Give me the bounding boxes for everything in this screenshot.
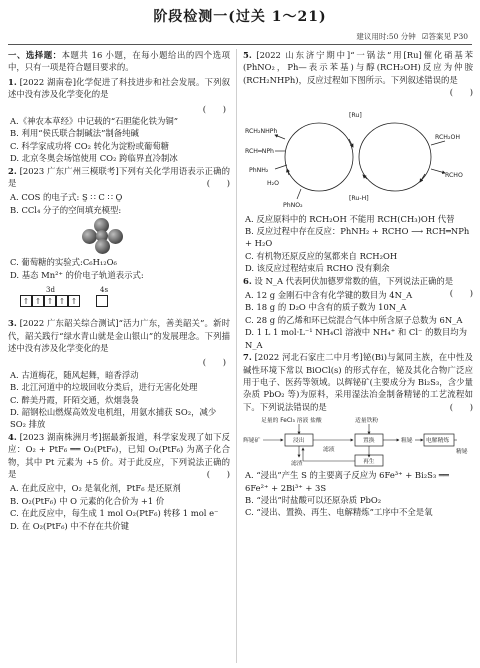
question-5-answer-bracket: ( ) [449, 87, 473, 98]
section-lead: 一、选择题： [8, 50, 62, 60]
question-3-option-b: B. 北江河道中的垃圾回收分类后，进行无害化处理 [10, 382, 198, 393]
section-text: 本题共 16 小题，在每小题给出的四个选项中，只有一项是符合题目要求的。 [8, 50, 231, 73]
rch2nhph-label: RCH₂NHPh [245, 127, 278, 135]
question-3-answer-bracket: ( ) [202, 357, 226, 368]
question-2-option-b: B. CCl₄ 分子的空间填充模型: [10, 204, 122, 215]
question-1-text: 化学促进了科技进步和社会发展。下列叙述中没有涉及化学变化的是 [8, 76, 231, 100]
ru-catalyst-label: [Ru] [349, 111, 362, 119]
orbital-box-4s [96, 295, 108, 307]
question-1-answer-bracket: ( ) [202, 103, 226, 114]
question-1-option-c: C. 科学家成功将 CO₂ 转化为淀粉或葡萄糖 [10, 140, 170, 151]
question-1-option-d: D. 北京冬奥会场馆使用 CO₂ 跨临界直冷制冰 [10, 153, 178, 164]
question-3-option-a: A. 古道梅花，随风起舞，暗香浮动 [10, 369, 139, 380]
question-4-option-c: C. 在此反应中，每生成 1 mol O₂(PtF₆) 转移 1 mol e⁻ [10, 508, 219, 519]
question-5-source: [2022 山东济宁期中] [256, 50, 351, 60]
left-cycle-ring [285, 123, 353, 191]
orbital-box-3d-1: ↑ [20, 295, 32, 307]
suggested-time: 建议用时:50 分钟 [356, 32, 416, 41]
question-7-option-b: B. “浸出”时盐酸可以还原杂质 PbO₂ [245, 494, 382, 505]
question-5-option-b: B. 反应过程中存在反应：PhNH₂ + RCHO ⟶ RCH═NPh + H₂O [245, 226, 470, 249]
question-7-number: 7. [243, 352, 252, 363]
question-6-option-b: B. 18 g 的 D₂O 中含有的质子数为 10N_A [245, 302, 407, 313]
rch-nph-label: RCH═NPh [245, 147, 274, 155]
left-column [8, 49, 230, 532]
question-1-stem [8, 76, 230, 101]
branch-line [431, 169, 445, 173]
question-2-stem [8, 165, 230, 190]
question-5-option-a: A. 反应原料中的 RCH₂OH 不能用 RCH(CH₃)OH 代替 [245, 213, 455, 224]
question-4-option-a: A. 在此反应中，O₂ 是氧化剂，PtF₆ 是还原剂 [10, 483, 181, 494]
question-5-number: 5. [243, 50, 252, 60]
question-4-source: [2023 湖南株洲月考] [19, 431, 102, 442]
question-2-source: [2023 广东广州三模联考] [19, 165, 119, 176]
flow-regen-label: 再生 [363, 459, 375, 466]
question-1-source: [2022 湖南卷] [19, 76, 76, 87]
branch-line [431, 141, 445, 145]
branch-line [275, 165, 287, 169]
question-2-number: 2. [8, 165, 17, 176]
question-1-option-a: A.《神农本草经》中记载的“石胆能化铁为铜” [10, 116, 179, 127]
question-2-option-d: D. 基态 Mn²⁺ 的价电子轨道表示式: [10, 269, 144, 280]
column-divider [236, 49, 237, 663]
page-title: 阶段检测一(过关 1～21) [153, 9, 327, 25]
question-7-stem [243, 351, 473, 413]
question-5-option-c: C. 有机物还原反应的氢都来自 RCH₂OH [245, 250, 398, 261]
chlorine-atom-ball [82, 229, 97, 244]
orbital-4s-label: 4s [100, 286, 109, 295]
flow-crude-bi-label: 粗铋 [401, 438, 413, 445]
flow-replace-label: 置换 [363, 438, 375, 445]
rcho-label: RCHO [445, 171, 463, 179]
question-7-source: [2022 河北石家庄二中月考] [254, 352, 363, 363]
orbital-3d-label: 3d [46, 286, 55, 295]
question-7-answer-bracket: ( ) [449, 401, 473, 412]
question-6-option-a: A. 12 g 金刚石中含有化学键的数目为 4N_A [245, 290, 413, 301]
branch-line [275, 135, 285, 139]
page-meta [356, 31, 468, 42]
question-2-answer-bracket: ( ) [206, 178, 230, 189]
orbital-box-3d-5: ↑ [68, 295, 80, 307]
flow-refine-label: 电解精炼 [426, 438, 450, 445]
question-4-text: 据最新报道，科学家发现了如下反应：O₂ + PtF₆ ══ O₂(PtF₆)，已知 O₂(PtF₆) 为离子化合物，其中 Pt 元素为 +5 价。对于此反应，下列说法正确的是 [8, 431, 231, 479]
chlorine-atom-ball [95, 239, 110, 254]
flow-fine-bi-label: 精铋 [456, 449, 468, 456]
question-5-stem [243, 49, 474, 98]
right-column [243, 49, 473, 519]
flow-leach-label: 浸出 [293, 438, 305, 445]
question-4-stem [8, 431, 230, 481]
header-rule [8, 44, 472, 45]
chlorine-atom-ball [108, 229, 123, 244]
mn-orbital-diagram [20, 284, 230, 314]
question-7-option-a: A. “浸出”产生 S 的主要离子反应为 6Fe³⁺ + Bi₂S₃ ══ 6Fe²⁺ + 2Bi³⁺ + 3S [245, 470, 449, 493]
flow-residue-label: 滤渣 [291, 461, 303, 468]
ru-h-label: [Ru-H] [349, 194, 369, 202]
question-7-text: 铋(Bi)与氮同主族，在中性及碱性环境下常以 BiOCl(s) 的形式存在，铋及其化合物广泛应用于电子、医药等领域。以辉铋矿(主要成分为 Bi₂S₃，含少量杂质 PbO₂ 等)为原料，采用湿法冶金制备精铋的工艺流程如下。下列说法错误的是 [243, 352, 473, 412]
flow-feed-label: 足量的 FeCl₃ 溶液 盐酸 [261, 418, 322, 425]
question-6-option-c: C. 28 g 的乙烯和环已烷混合气体中所含原子总数为 6N_A [245, 314, 463, 325]
orbital-box-3d-3: ↑ [44, 295, 56, 307]
question-3-option-c: C. 醉美丹霞，阡陌交通，炊烟袅袅 [10, 394, 139, 405]
question-3-number: 3. [8, 318, 17, 329]
orbital-box-3d-2: ↑ [32, 295, 44, 307]
question-6-answer-bracket: ( ) [449, 288, 473, 299]
answer-reference: ☑答案见 P30 [421, 32, 468, 41]
phno2-label: PhNO₂ [283, 201, 303, 209]
question-1-option-b: B. 利用“侯氏联合制碱法”制备纯碱 [10, 128, 139, 139]
rch2oh-label: RCH₂OH [435, 133, 460, 141]
question-4-option-d: D. 在 O₂(PtF₆) 中不存在共价键 [10, 520, 129, 531]
question-3-option-d: D. 韶钢松山燃煤高效发电机组，用氨水捕获 SO₂，减少 SO₂ 排放 [10, 406, 217, 430]
flow-iron-label: 适量铁粉 [355, 418, 379, 425]
question-1-number: 1. [8, 76, 17, 87]
section-intro [8, 49, 230, 74]
question-3-source: [2022 广东韶关综合测试] [19, 318, 119, 329]
orbital-box-3d-4: ↑ [56, 295, 68, 307]
question-7-option-c: C. “浸出、置换、再生、电解精炼”工序中不全是氧 [245, 507, 433, 518]
question-2-text: 下列有关化学用语表示正确的是 [8, 165, 231, 189]
flow-filtrate-label: 滤液 [323, 447, 335, 454]
catalytic-cycle-diagram [245, 99, 471, 211]
branch-line [297, 189, 301, 199]
question-2-option-a: A. COS 的电子式: S̤ ∷ C ∷ O̤ [10, 192, 123, 203]
ccl4-space-filling-model [8, 218, 230, 254]
question-3-stem [8, 317, 230, 354]
question-2-option-c: C. 葡萄糖的实验式:C₆H₁₂O₆ [10, 257, 117, 268]
question-3-text: “活力广东，善美韶关”。新时代，韶关践行“绿水青山就是金山银山”的发展理念。下列描述中没有涉及化学变化的是 [8, 318, 230, 353]
question-4-number: 4. [8, 431, 17, 442]
phnh2-label: PhNH₂ [249, 166, 269, 174]
right-cycle-ring [359, 123, 431, 191]
question-6-option-d: D. 1 L 1 mol·L⁻¹ NH₄Cl 溶液中 NH₄⁺ 和 Cl⁻ 的数目均为 N_A [245, 327, 467, 350]
question-4-answer-bracket: ( ) [206, 468, 230, 479]
cycle-arrow [420, 174, 425, 182]
flow-ore-label: 辉铋矿 [243, 438, 261, 445]
h2o-label: H₂O [267, 179, 280, 187]
question-6-number: 6. [243, 275, 252, 286]
process-flow-diagram [243, 415, 471, 467]
question-6-text: 设 N_A 代表阿伏加德罗常数的值，下列说法正确的是 [254, 275, 454, 286]
question-5-text: “一锅法”用[Ru]催化硝基苯(PhNO₂，Ph—表示苯基)与醇(RCH₂OH)反应为仲胺(RCH₂NHPh)，反应过程如下图所示。下列叙述错误的是 [243, 50, 474, 85]
question-5-option-d: D. 该反应过程结束后 RCHO 没有剩余 [245, 263, 390, 274]
question-4-option-b: B. O₂(PtF₆) 中 O 元素的化合价为 +1 价 [10, 495, 165, 506]
